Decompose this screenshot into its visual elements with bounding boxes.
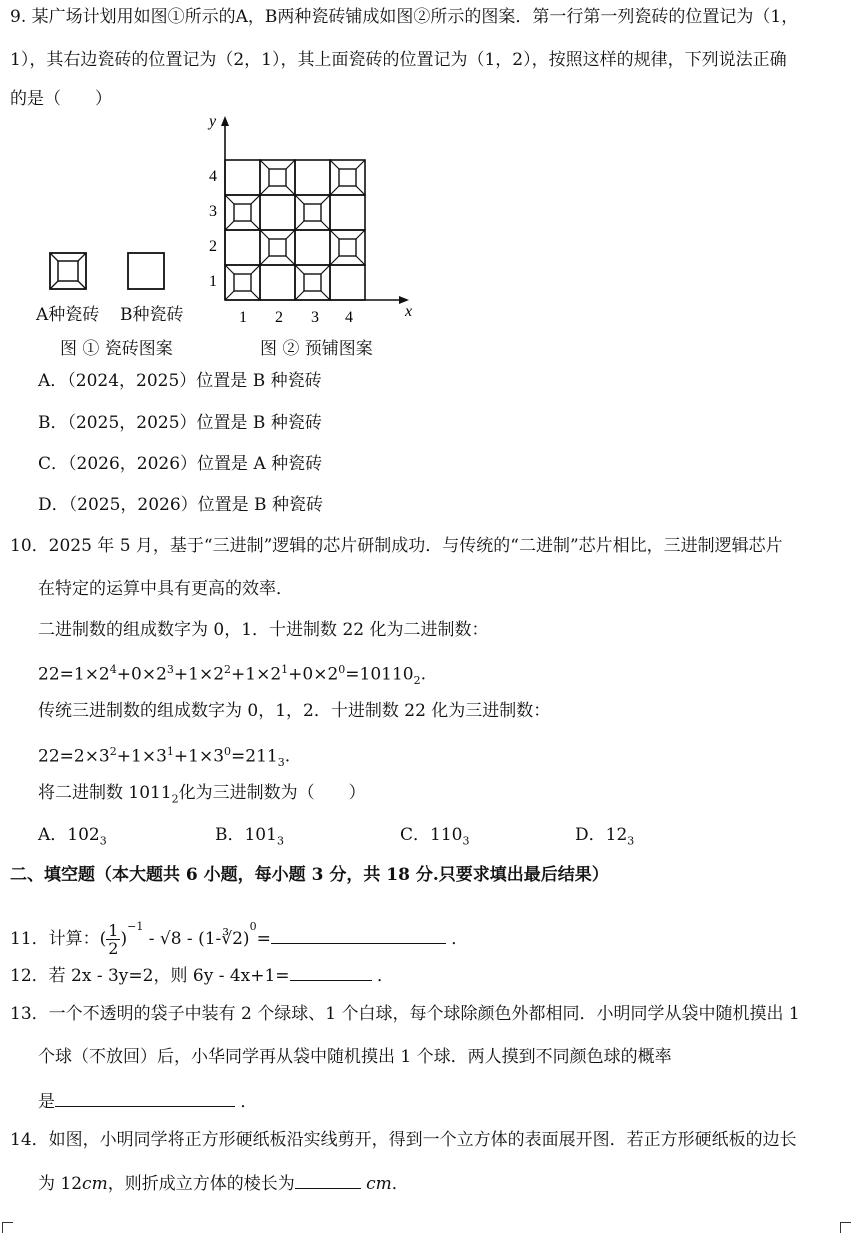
tile-a-cell [330, 160, 365, 195]
tile-a-cell [225, 195, 260, 230]
y-axis-arrow-icon [221, 116, 229, 126]
q9-option-c[interactable]: C．（2026，2026）位置是 A 种瓷砖 [38, 454, 323, 474]
q10-option-c[interactable]: C．$110_3$ [400, 825, 470, 848]
q9-line2: 1），其右边瓷砖的位置记为（2，1），其上面瓷砖的位置记为（1，2），按照这样的规律，下列说法正确 [10, 50, 787, 70]
tile-a-cell [225, 265, 260, 300]
q10-ternary-equation: $22=2\times 3^2+1\times 3^1+1\times 3^0=211_3$. [38, 745, 291, 770]
y-tick-4: 4 [209, 168, 217, 185]
corner-mark-right [840, 1222, 851, 1233]
q14-line2: 为 12cm，则折成立方体的棱长为 cm． [38, 1170, 409, 1195]
q13-line3: 是 ． [38, 1088, 257, 1113]
tile-b-cell [260, 265, 295, 300]
tile-b-cell [225, 230, 260, 265]
q9-option-a[interactable]: A．（2024，2025）位置是 B 种瓷砖 [38, 371, 322, 391]
q11-line: 11．计算：( $\frac{1}{2}$ )$^{-1}$ - √8 - (1-∛2)$^0$= ． [10, 920, 469, 958]
x-tick-4: 4 [345, 309, 353, 326]
q13-line1: 13．一个不透明的袋子中装有 2 个绿球、1 个白球，每个球除颜色外都相同．小明同学从袋中随机摸出 1 [10, 1004, 800, 1024]
tile-a-icon [50, 253, 86, 289]
q9-option-d[interactable]: D．（2025，2026）位置是 B 种瓷砖 [38, 495, 323, 515]
figure2-caption: 图 ② 预铺图案 [260, 339, 373, 359]
q10-line2: 在特定的运算中具有更高的效率． [38, 579, 293, 599]
tile-b-cell [225, 160, 260, 195]
q12-answer-blank[interactable] [290, 962, 372, 981]
section2-title: 二、填空题（本大题共 6 小题，每小题 3 分，共 18 分.只要求填出最后结果） [10, 865, 609, 885]
y-tick-1: 1 [209, 273, 217, 290]
x-tick-1: 1 [239, 309, 247, 326]
q10-option-a[interactable]: A．$102_3$ [38, 825, 107, 848]
q13-answer-blank[interactable] [55, 1088, 235, 1107]
tile-b-cell [295, 230, 330, 265]
q10-line3: 二进制数的组成数字为 0，1．十进制数 22 化为二进制数： [38, 620, 489, 640]
y-tick-2: 2 [209, 238, 217, 255]
tile-a-cell [330, 230, 365, 265]
q11-fraction: $\frac{1}{2}$ [108, 921, 119, 958]
q10-line5: 传统三进制数的组成数字为 0，1，2．十进制数 22 化为三进制数： [38, 701, 551, 721]
x-axis-label: x [405, 303, 413, 320]
tile-a-cell [260, 230, 295, 265]
q12-line: 12．若 2x - 3y=2，则 6y - 4x+1= ． [10, 962, 394, 987]
q14-line1: 14．如图，小明同学将正方形硬纸板沿实线剪开，得到一个立方体的表面展开图．若正方形硬纸板的边长 [10, 1130, 797, 1150]
q10-question: 将二进制数 $1011_2$化为三进制数为（ ） [38, 783, 366, 806]
x-tick-2: 2 [275, 309, 283, 326]
q9-option-b[interactable]: B．（2025，2025）位置是 B 种瓷砖 [38, 413, 322, 433]
y-axis-label: y [209, 113, 217, 130]
tile-a-cell [260, 160, 295, 195]
tiling-grid-figure [195, 112, 425, 327]
tile-patterns-figure [30, 245, 180, 295]
tile-a-cell [295, 195, 330, 230]
tile-b-icon [128, 253, 164, 289]
q14-answer-blank[interactable] [295, 1170, 361, 1189]
q10-binary-equation: $22=1\times 2^4+0\times 2^3+1\times 2^2+1\times 2^1+0\times 2^0=10110_2$. [38, 663, 426, 688]
tile-a-label: A种瓷砖 [36, 305, 100, 325]
q13-line2: 个球（不放回）后，小华同学再从袋中随机摸出 1 个球．两人摸到不同颜色球的概率 [38, 1047, 672, 1067]
tile-b-cell [330, 195, 365, 230]
y-tick-3: 3 [209, 203, 217, 220]
q10-line1: 10．2025 年 5 月，基于“三进制”逻辑的芯片研制成功．与传统的“二进制”芯片相比，三进制逻辑芯片 [10, 536, 783, 556]
x-tick-3: 3 [311, 309, 319, 326]
tile-b-cell [260, 195, 295, 230]
q9-line1: 9. 某广场计划用如图①所示的A，B两种瓷砖铺成如图②所示的图案．第一行第一列瓷砖的位置记为（1， [10, 7, 799, 27]
tile-b-cell [295, 160, 330, 195]
tile-a-cell [295, 265, 330, 300]
tile-b-label: B种瓷砖 [120, 305, 184, 325]
corner-mark-left [2, 1222, 13, 1233]
figure1-caption: 图 ① 瓷砖图案 [60, 339, 173, 359]
q11-answer-blank[interactable] [271, 925, 446, 944]
q10-option-d[interactable]: D．$12_3$ [575, 825, 635, 848]
q10-option-b[interactable]: B．$101_3$ [215, 825, 284, 848]
tile-b-cell [330, 265, 365, 300]
q9-line3: 的是（ ） [10, 89, 112, 109]
